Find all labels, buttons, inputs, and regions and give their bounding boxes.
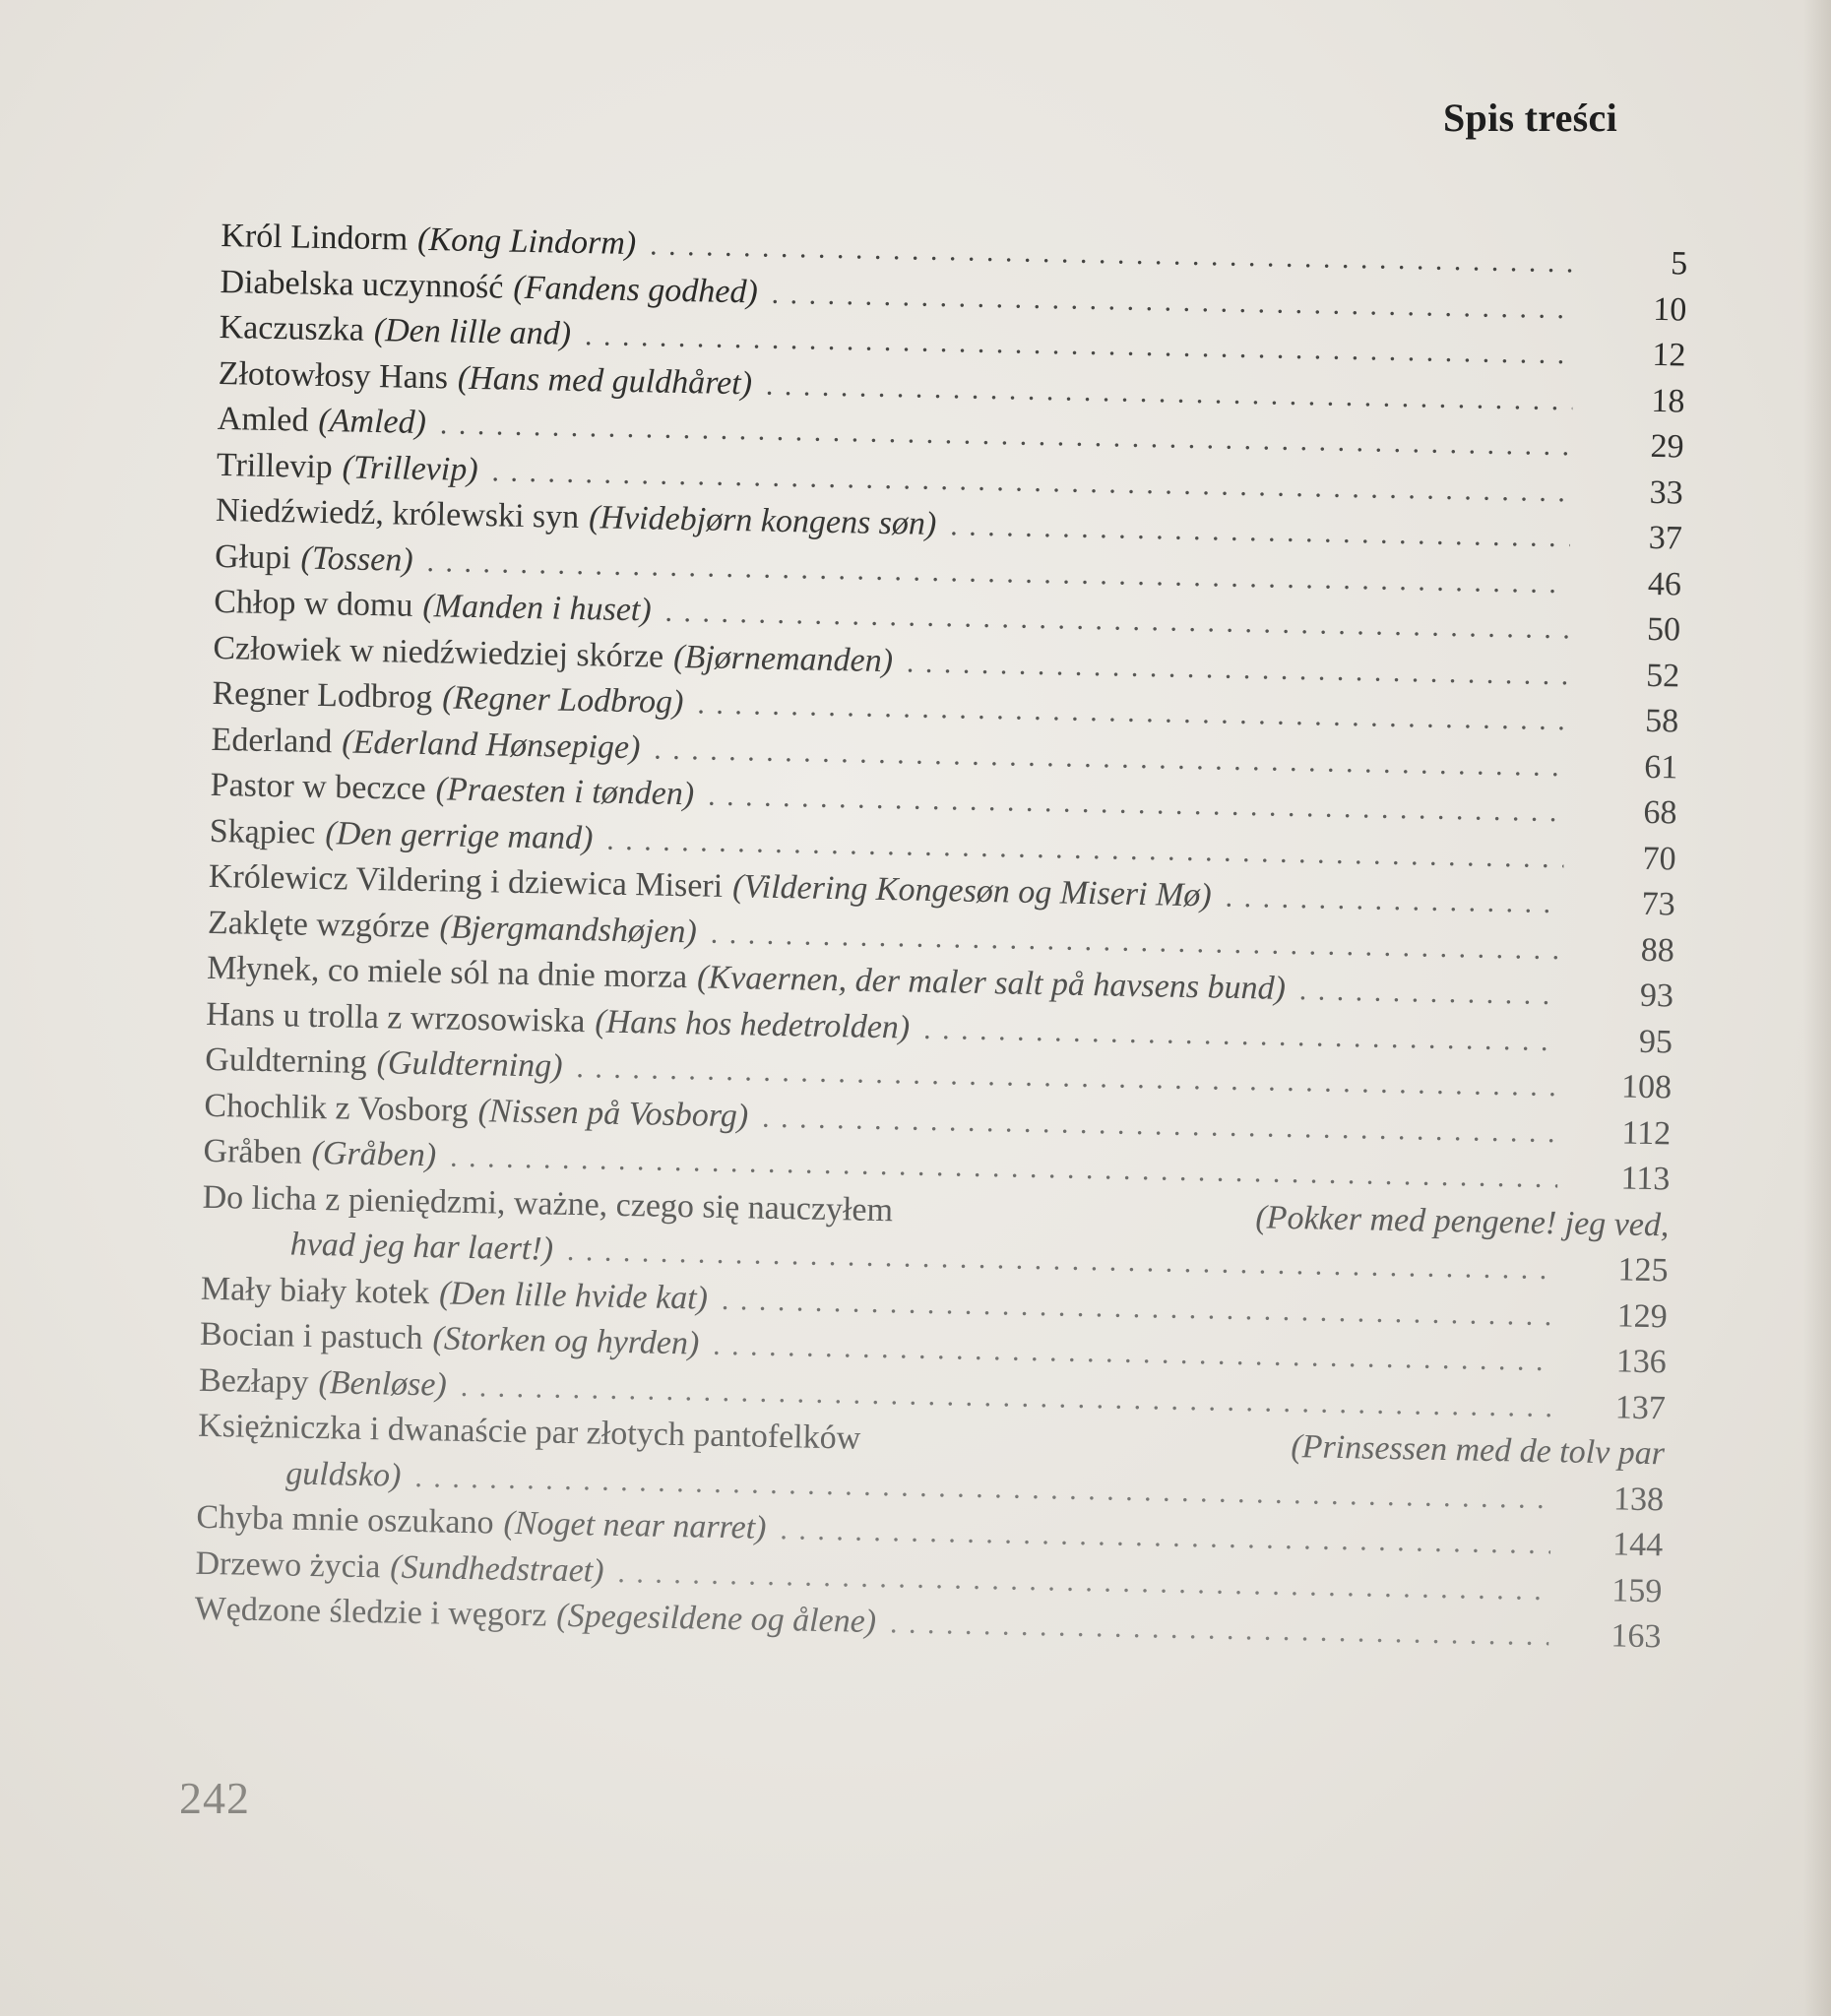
entry-page-number: 159 (1610, 1571, 1663, 1609)
entry-original-title: (Regner Lodbrog) (441, 679, 684, 722)
entry-title: Regner Lodbrog (212, 674, 433, 717)
entry-original-title: (Den gerrige mand) (325, 814, 594, 856)
entry-page-number: 18 (1651, 382, 1685, 420)
entry-page-number: 95 (1638, 1023, 1673, 1060)
entry-title: Królewicz Vildering i dziewica Miseri (208, 857, 724, 905)
entry-page-number: 5 (1670, 245, 1688, 283)
entry-original-title-continuation: guldsko) (284, 1454, 402, 1494)
entry-title: Bocian i pastuch (199, 1315, 423, 1357)
entry-title: Księżniczka i dwanaście par złotych pantofelków (197, 1407, 861, 1457)
entry-page-number: 12 (1652, 336, 1686, 374)
entry-page-number: 137 (1614, 1388, 1667, 1426)
entry-title: Gråben (203, 1132, 303, 1171)
entry-page-number: 88 (1640, 931, 1675, 969)
entry-page-number: 58 (1644, 702, 1679, 740)
entry-title: Chochlik z Vosborg (204, 1087, 470, 1129)
entry-original-title: (Tossen) (300, 539, 413, 579)
entry-original-title: (Vildering Kongesøn og Miseri Mø) (731, 868, 1213, 914)
entry-original-title: (Hvidebjørn kongens søn) (588, 499, 937, 542)
entry-title: Król Lindorm (221, 217, 409, 258)
entry-original-title: (Sundhedstraet) (390, 1548, 604, 1590)
entry-original-title: (Bjergmandshøjen) (439, 908, 698, 950)
entry-original-title: (Spegesildene og ålene) (556, 1597, 877, 1641)
entry-title: Amled (217, 400, 309, 439)
page-title: Spis treści (1443, 95, 1618, 140)
entry-original-title: (Noget near narret) (503, 1504, 767, 1546)
entry-page-number: 93 (1639, 976, 1674, 1015)
entry-page-number: 33 (1649, 473, 1684, 512)
entry-original-title: (Gråben) (311, 1134, 437, 1174)
leader-dots (1225, 875, 1563, 927)
entry-page-number: 37 (1648, 519, 1683, 557)
entry-title: Guldterning (205, 1040, 368, 1081)
entry-page-number: 129 (1616, 1296, 1669, 1335)
entry-original-title: (Trillevip) (342, 448, 478, 488)
entry-page-number: 10 (1652, 290, 1687, 329)
entry-page-number: 50 (1646, 610, 1681, 649)
entry-title: Ederland (211, 721, 333, 760)
entry-title: Człowiek w niedźwiedziej skórze (213, 629, 664, 675)
entry-title: Skąpiec (209, 812, 316, 851)
entry-page-number: 113 (1620, 1160, 1671, 1198)
entry-title: Kaczuszka (219, 308, 365, 348)
entry-original-title: (Den lille hvide kat) (438, 1274, 709, 1317)
entry-original-title: (Prinsessen med de tolv par (1291, 1428, 1666, 1473)
entry-original-title: (Pokker med pengene! jeg ved, (1255, 1198, 1670, 1243)
entry-page-number: 68 (1643, 793, 1677, 832)
entry-title: Mały biały kotek (200, 1270, 430, 1311)
entry-title: Głupi (214, 537, 292, 576)
entry-title: Zaklęte wzgórze (207, 904, 430, 945)
entry-page-number: 138 (1612, 1480, 1665, 1518)
entry-page-number: 163 (1610, 1617, 1662, 1656)
entry-original-title: (Manden i huset) (422, 587, 652, 629)
entry-page-number: 144 (1611, 1526, 1664, 1564)
entry-page-number: 61 (1644, 748, 1678, 786)
entry-original-title: (Benløse) (318, 1363, 448, 1404)
entry-title: Chyba mnie oszukano (196, 1498, 494, 1542)
entry-original-title: (Bjørnemanden) (672, 638, 894, 679)
entry-title: Chłop w domu (213, 583, 413, 624)
entry-original-title: (Storken og hyrden) (432, 1320, 700, 1362)
entry-page-number: 70 (1642, 840, 1676, 877)
entry-title: Pastor w beczce (210, 766, 427, 808)
entry-original-title: (Amled) (318, 402, 427, 442)
entry-page-number: 46 (1647, 565, 1682, 603)
entry-title: Drzewo życia (195, 1544, 381, 1585)
entry-title: Do licha z pieniędzmi, ważne, czego się nauczyłem (202, 1178, 894, 1228)
leader-dots (1298, 968, 1561, 1018)
entry-original-title: (Fandens godhed) (513, 269, 759, 310)
entry-title: Hans u trolla z wrzosowiska (205, 995, 586, 1040)
entry-page-number: 136 (1615, 1343, 1668, 1381)
entry-title: Niedźwiedź, królewski syn (215, 491, 580, 536)
entry-page-number: 29 (1650, 427, 1684, 466)
entry-original-title: (Hans hos hedetrolden) (595, 1002, 911, 1046)
entry-title: Diabelska uczynność (220, 263, 504, 305)
entry-original-title: (Guldterning) (376, 1044, 563, 1085)
entry-page-number: 125 (1617, 1251, 1669, 1290)
entry-original-title-continuation: hvad jeg har laert!) (289, 1226, 554, 1268)
entry-page-number: 73 (1641, 885, 1676, 923)
entry-original-title: (Nissen på Vosborg) (477, 1092, 749, 1134)
entry-original-title: (Den lille and) (373, 311, 572, 352)
entry-title: Młynek, co miele sól na dnie morza (206, 949, 688, 996)
entry-title: Trillevip (216, 446, 334, 485)
entry-page-number: 108 (1620, 1068, 1673, 1106)
entry-page-number: 112 (1621, 1113, 1672, 1152)
entry-original-title: (Ederland Hønsepige) (341, 723, 641, 766)
entry-original-title: (Kvaernen, der maler salt på havsens bund) (696, 959, 1287, 1007)
entry-original-title: (Kong Lindorm) (416, 220, 637, 263)
entry-title: Złotowłosy Hans (218, 354, 449, 396)
entry-original-title: (Hans med guldhåret) (457, 359, 753, 402)
entry-original-title: (Praesten i tønden) (435, 771, 695, 813)
entry-title: Wędzone śledzie i węgorz (194, 1590, 547, 1634)
page-number: 242 (179, 1773, 250, 1823)
entry-title: Bezłapy (198, 1361, 309, 1401)
entry-page-number: 52 (1645, 657, 1680, 694)
